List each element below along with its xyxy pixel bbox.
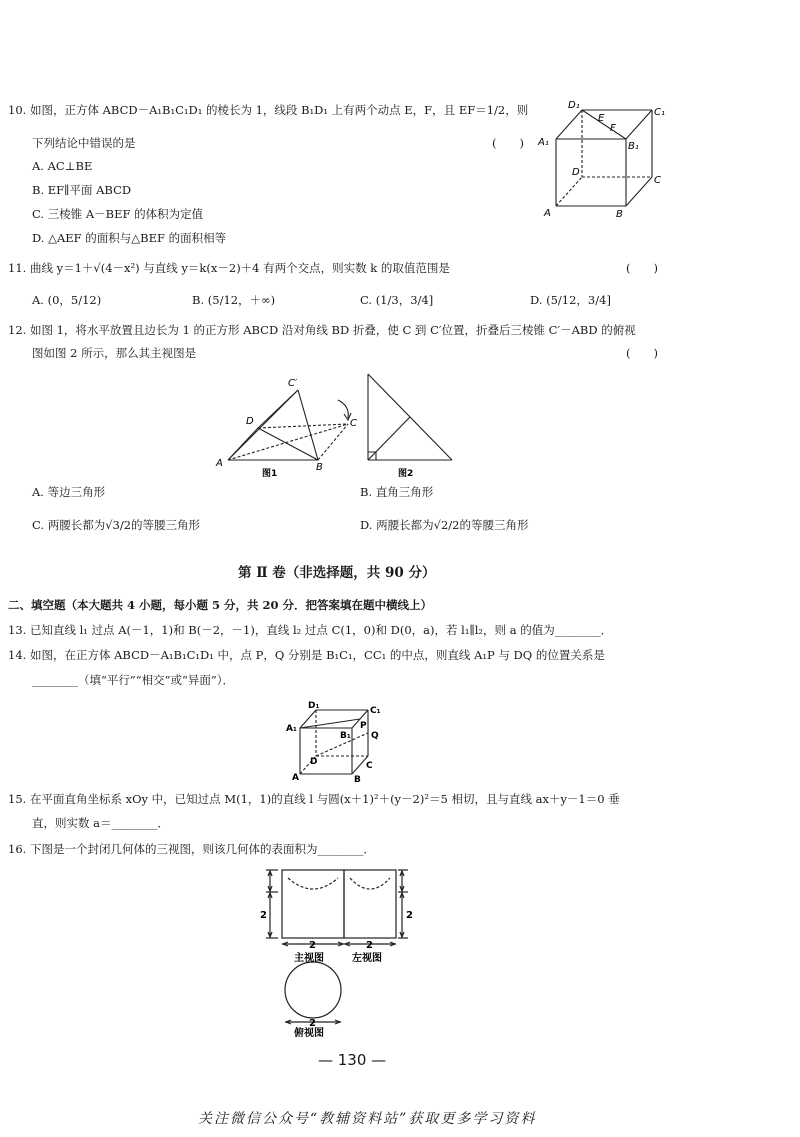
- q12-fig1-label-d: D: [246, 416, 254, 427]
- q13-stem: 13. 已知直线 l₁ 过点 A(－1，1)和 B(－2，－1)，直线 l₂ 过点 C(1，0)和 D(0，a)，若 l₁∥l₂，则 a 的值为________．: [8, 623, 613, 637]
- q16-front-height-label: 2: [260, 910, 267, 921]
- q14-label-p: P: [360, 721, 367, 731]
- q10-option-c: C. 三棱锥 A－BEF 的体积为定值: [32, 207, 204, 221]
- q10-label-e: E: [598, 113, 605, 124]
- q16-left-height-label: 2: [406, 910, 413, 921]
- q12-fig1-caption: 图1: [262, 469, 278, 479]
- q12-option-b: B. 直角三角形: [360, 485, 434, 499]
- q11-stem: 11. 曲线 y＝1＋√(4－x²) 与直线 y＝k(x－2)＋4 有两个交点，则实数 k 的取值范围是: [8, 261, 450, 275]
- q10-answer-paren: ( ): [492, 136, 524, 150]
- q12-fig1-label-c: C: [350, 418, 357, 429]
- q16-front-width-label: 2: [309, 940, 316, 951]
- q14-label-q: Q: [371, 731, 379, 741]
- q14-label-c1: C₁: [370, 706, 381, 716]
- q10-option-a: A. AC⊥BE: [32, 159, 93, 173]
- q10-label-c1: C₁: [654, 107, 665, 118]
- q16-left-caption: 左视图: [352, 953, 382, 964]
- q11-option-d: D. (5/12，3/4]: [530, 293, 611, 307]
- q14-stem-line1: 14. 如图，在正方体 ABCD－A₁B₁C₁D₁ 中，点 P，Q 分别是 B₁C₁，CC₁ 的中点，则直线 A₁P 与 DQ 的位置关系是: [8, 648, 605, 662]
- q10-label-d1: D₁: [568, 100, 580, 111]
- q14-label-a: A: [292, 773, 299, 783]
- q10-label-a: A: [544, 208, 551, 219]
- q16-top-caption: 俯视图: [294, 1028, 324, 1038]
- q12-figure-2: [360, 368, 460, 480]
- q11-answer-paren: ( ): [626, 261, 658, 275]
- q12-stem-line1: 12. 如图 1，将水平放置且边长为 1 的正方形 ABCD 沿对角线 BD 折叠，使 C 到 C′位置，折叠后三棱锥 C′－ABD 的俯视: [8, 323, 636, 337]
- q10-label-b: B: [616, 209, 623, 220]
- section2-title: 二、填空题（本大题共 4 小题，每小题 5 分，共 20 分．把答案填在题中横线上）: [8, 598, 433, 612]
- q15-stem-line1: 15. 在平面直角坐标系 xOy 中，已知过点 M(1，1)的直线 l 与圆(x＋1)²＋(y－2)²＝5 相切，且与直线 ax＋y－1＝0 垂: [8, 792, 620, 806]
- q12-answer-paren: ( ): [626, 346, 658, 360]
- q12-stem-line2: 图如图 2 所示，那么其主视图是: [32, 346, 197, 360]
- q14-label-d: D: [310, 757, 318, 767]
- q12-option-d: D. 两腰长都为√2/2的等腰三角形: [360, 518, 529, 532]
- q12-fig1-label-cprime: C′: [288, 378, 298, 389]
- q10-label-c: C: [654, 175, 661, 186]
- q14-label-a1: A₁: [286, 724, 297, 734]
- q11-option-a: A. (0，5/12): [32, 293, 102, 307]
- q12-option-a: A. 等边三角形: [32, 485, 106, 499]
- q10-cube-figure: [530, 95, 680, 225]
- q12-figure-1: [210, 368, 370, 480]
- footer-notice: 关注微信公众号“教辅资料站”获取更多学习资料: [198, 1111, 537, 1127]
- q10-option-b: B. EF∥平面 ABCD: [32, 183, 132, 197]
- q10-option-d: D. △AEF 的面积与△BEF 的面积相等: [32, 231, 227, 245]
- q16-left-width-label: 2: [366, 940, 373, 951]
- q10-label-b1: B₁: [628, 141, 639, 152]
- q12-fig1-label-a: A: [216, 458, 223, 469]
- q12-fig2-caption: 图2: [398, 469, 414, 479]
- q12-option-c: C. 两腰长都为√3/2的等腰三角形: [32, 518, 201, 532]
- q16-stem: 16. 下图是一个封闭几何体的三视图，则该几何体的表面积为________．: [8, 842, 375, 856]
- q10-label-d: D: [572, 167, 580, 178]
- q14-label-b: B: [354, 775, 361, 784]
- q15-stem-line2: 直，则实数 a＝________．: [32, 816, 170, 830]
- q11-option-c: C. (1/3，3/4]: [360, 293, 434, 307]
- part2-title: 第 Ⅱ 卷（非选择题，共 90 分）: [238, 565, 436, 581]
- page-number: — 130 —: [318, 1051, 387, 1069]
- q14-label-c: C: [366, 761, 373, 771]
- q14-label-d1: D₁: [308, 701, 320, 711]
- q14-stem-line2: ________（填“平行”“相交”或“异面”）．: [32, 673, 235, 687]
- q10-stem-line2: 下列结论中错误的是: [32, 136, 136, 150]
- q10-stem-line1: 10. 如图，正方体 ABCD－A₁B₁C₁D₁ 的棱长为 1，线段 B₁D₁ 上有两个动点 E，F，且 EF＝1/2，则: [8, 103, 529, 117]
- q10-label-f: F: [610, 123, 616, 134]
- q10-label-a1: A₁: [538, 137, 549, 148]
- q14-label-b1: B₁: [340, 731, 351, 741]
- q16-top-width-label: 2: [309, 1018, 316, 1029]
- q14-cube-figure: [284, 698, 384, 784]
- q12-fig1-label-b: B: [316, 462, 323, 473]
- q11-option-b: B. (5/12，＋∞): [192, 293, 276, 307]
- q16-three-view-figure: [258, 862, 418, 1038]
- q16-front-caption: 主视图: [294, 953, 324, 964]
